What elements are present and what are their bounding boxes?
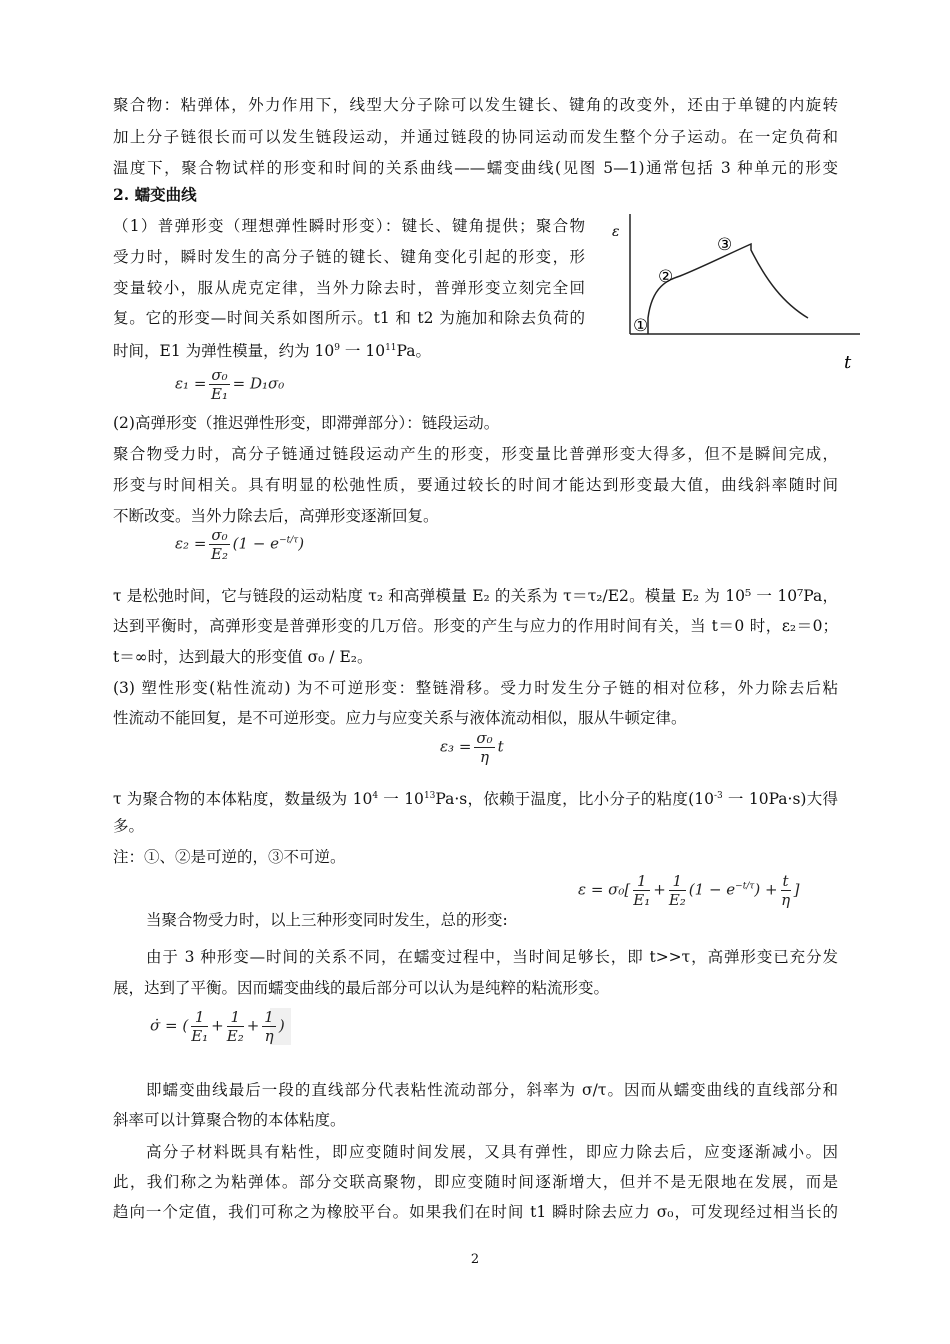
creep-curve-figure [608, 208, 870, 378]
equation-total: ε = σ₀[ $\frac{1}{\text{E₁}}$ + $\frac{1}{\text{E₂}}$ $(1 - e^{-t/\tau})$ + $\frac{t}{\eta}$ ] [578, 872, 800, 909]
marker-2: ② [658, 267, 674, 287]
p1-line-3: 变量较小，服从虎克定律，当外力除去时，普弹形变立刻完全回 [113, 279, 585, 297]
p4-line-1: 由于 3 种形变—时间的关系不同，在蠕变过程中，当时间足够长，即 t>>τ，高弹形变已充分发 [146, 948, 838, 966]
p2-title: (2)高弹形变（推迟弹性形变，即滞弹部分）：链段运动。 [113, 414, 500, 432]
intro-line-2: 加上分子链很长而可以发生链段运动，并通过链段的协同运动而发生整个分子运动。在一定负荷和 [113, 128, 838, 146]
p6-line-2: 此，我们称之为粘弹体。部分交联高聚物，即应变随时间逐渐增大，但并不是无限地在发展，而是 [113, 1173, 838, 1191]
p6-line-3: 趋向一个定值，我们可称之为橡胶平台。如果我们在时间 t1 瞬时除去应力 σ₀，可发现经过相当长的 [113, 1203, 838, 1221]
page-number: 2 [470, 1252, 480, 1267]
x-axis-label: t [844, 352, 852, 373]
tau-line-1: τ 是松弛时间，它与链段的运动粘度 τ₂ 和高弹模量 E₂ 的关系为 τ＝τ₂/E2。模量 E₂ 为 10⁵ 一 10⁷Pa， [113, 587, 838, 605]
marker-3: ③ [717, 235, 733, 255]
section-heading: 2. 蠕变曲线 [113, 185, 197, 204]
p1-line-1: （1）普弹形变（理想弹性瞬时形变）：键长、键角提供；聚合物 [113, 217, 585, 235]
p2-line-2: 形变与时间相关。具有明显的松弛性质，要通过较长的时间才能达到形变最大值，曲线斜率随时间 [113, 476, 838, 494]
intro-line-3: 温度下，聚合物试样的形变和时间的关系曲线——蠕变曲线(见图 5—1)通常包括 3 种单元的形变 [113, 159, 838, 177]
equation-1: ε₁ = $\frac{\text{σ₀}}{\text{E₁}}$ = D₁σ₀ [175, 366, 285, 403]
p1-line-4: 复。它的形变—时间关系如图所示。t1 和 t2 为施加和除去负荷的 [113, 309, 585, 327]
p1-line-2: 受力时，瞬时发生的高分子链的键长、键角变化引起的形变，形 [113, 248, 585, 266]
eta-line-1: τ 为聚合物的本体粘度，数量级为 $10^4$ 一 $10^{13}Pa\cdot s$，依赖于温度，比小分子的粘度($10^{-3}$ 一 10Pa·s)大得 [113, 790, 839, 809]
p3-line-2: 性流动不能回复，是不可逆形变。应力与应变关系与液体流动相似，服从牛顿定律。 [113, 709, 687, 727]
equation-2: ε₂ = $\frac{\text{σ₀}}{\text{E₂}}$ $(1 - e^{-t/\tau})$ [175, 526, 305, 563]
p6-line-1: 高分子材料既具有粘性，即应变随时间发展，又具有弹性，即应力除去后，应变逐渐减小。因 [146, 1143, 838, 1161]
intro-line-1: 聚合物：粘弹体，外力作用下，线型大分子除可以发生键长、键角的改变外，还由于单键的内旋转 [113, 96, 838, 114]
equation-3: ε₃ = $\frac{\text{σ₀}}{\eta}$ t [440, 729, 504, 766]
p4-line-2: 展，达到了平衡。因而蠕变曲线的最后部分可以认为是纯粹的粘流形变。 [113, 979, 610, 997]
note: 注：①、②是可逆的，③不可逆。 [113, 848, 346, 866]
marker-1: ① [633, 316, 649, 336]
eta-line-2: 多。 [113, 817, 145, 835]
y-axis-label: ε [612, 224, 620, 240]
creep-curve [648, 244, 808, 334]
p1-line-5: 时间，E1 为弹性模量，约为 $10^9$ 一 $10^{11}Pa$。 [113, 342, 432, 361]
p5-line-1: 即蠕变曲线最后一段的直线部分代表粘性流动部分，斜率为 σ/τ。因而从蠕变曲线的直线部分和 [146, 1081, 838, 1099]
total-text: 当聚合物受力时，以上三种形变同时发生，总的形变: [146, 911, 508, 929]
p3-line-1: (3) 塑性形变(粘性流动) 为不可逆形变：整链滑移。受力时发生分子链的相对位移，外力除去后粘 [113, 679, 838, 697]
tau-line-2: 达到平衡时，高弹形变是普弹形变的几万倍。形变的产生与应力的作用时间有关，当 t＝0 时，ε₂＝0； [113, 617, 838, 635]
p2-line-3: 不断改变。当外力除去后，高弹形变逐渐回复。 [113, 507, 439, 525]
p5-line-2: 斜率可以计算聚合物的本体粘度。 [113, 1111, 346, 1129]
tau-line-3: t＝∞时，达到最大的形变值 σ₀ / E₂。 [113, 648, 373, 666]
p2-line-1: 聚合物受力时，高分子链通过链段运动产生的形变，形变量比普弹形变大得多，但不是瞬间完成， [113, 445, 838, 463]
equation-4: σ̇ = ( $\frac{1}{\text{E₁}}$ + $\frac{1}{\text{E₂}}$ + $\frac{1}{\eta}$ ) [150, 1008, 291, 1045]
